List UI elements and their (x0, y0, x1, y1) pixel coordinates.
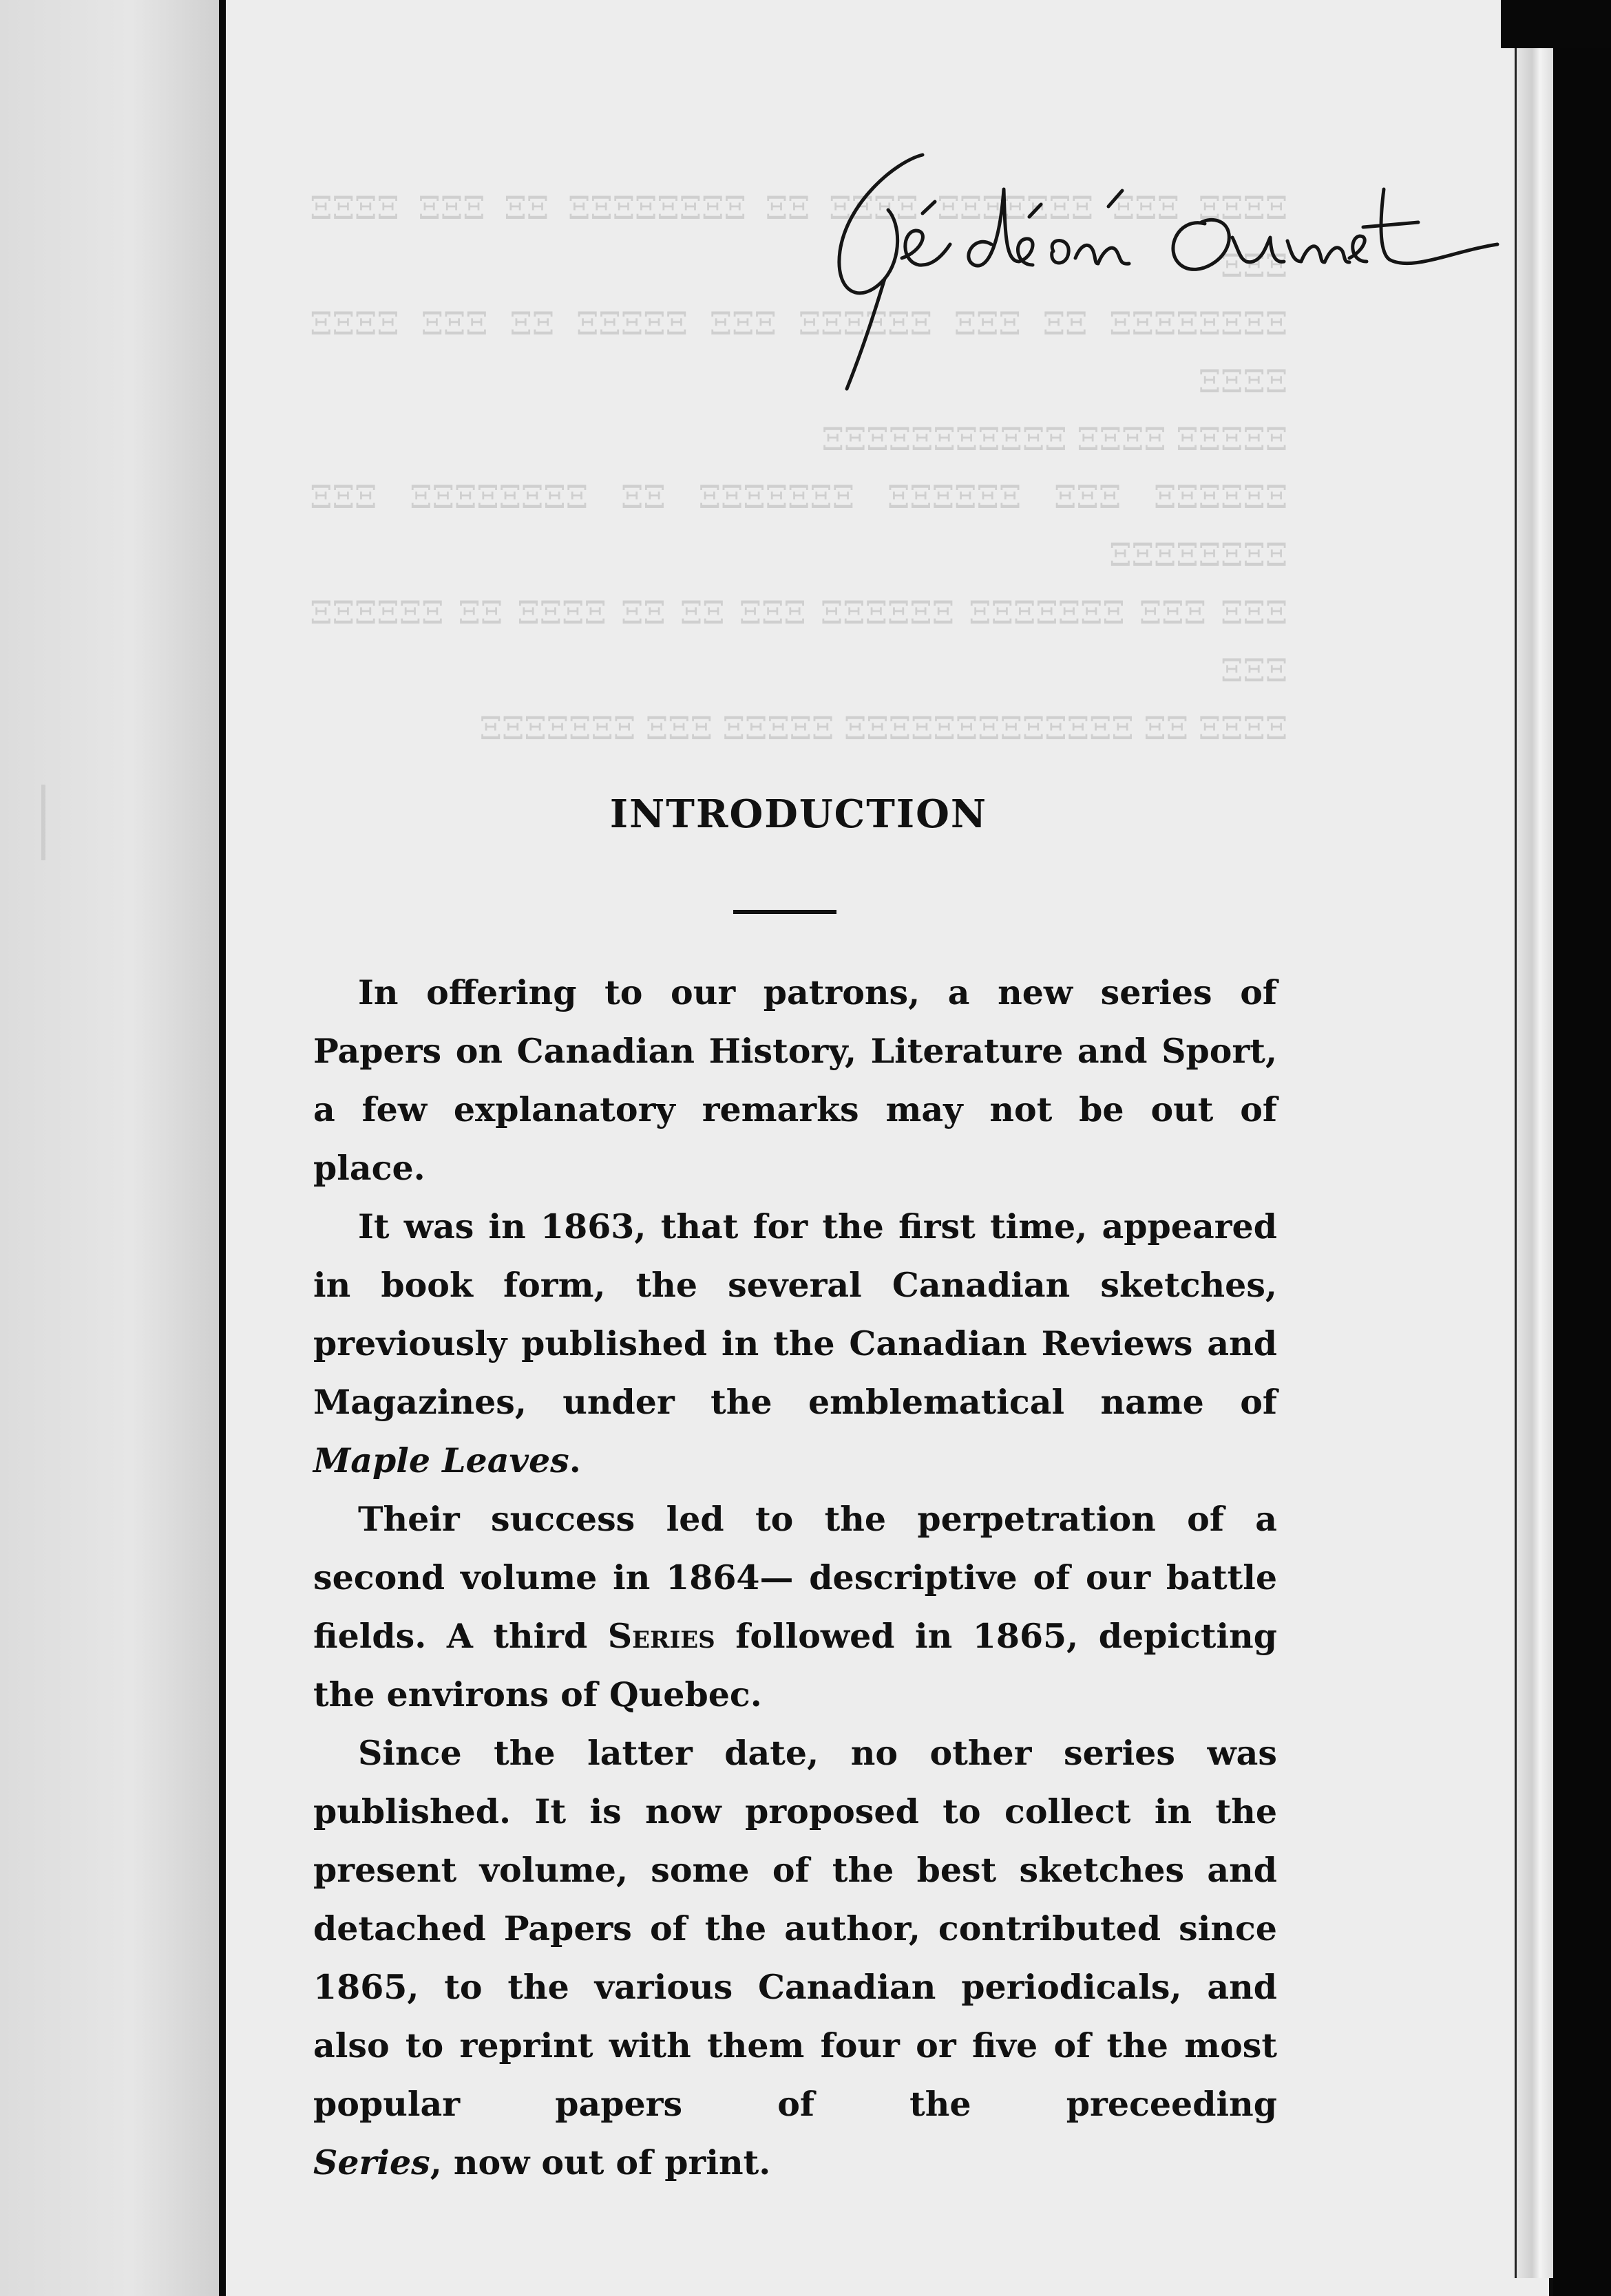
left-page-edge (0, 0, 219, 2296)
handwritten-signature (819, 148, 1501, 396)
paragraph-4-end: Series, now out of print. (313, 2143, 771, 2182)
title-rule (733, 910, 836, 914)
right-border (1553, 0, 1611, 2296)
paragraph-3: Their success led to the perpetration of a second volume in 1864— descriptive of our battle fields. A third Series followed in 1865, depicting the environs of Quebec. (313, 1499, 1277, 1714)
paragraph-4: Since the latter date, no other series was published. It is now proposed to collect in the present volume, some of the best sketches and detached Papers of the author, contributed since 1865, to the various Canadian periodicals, and also to reprint with them four or five of the most popular papers of the preceeding (313, 1733, 1277, 2124)
gutter-line (219, 0, 226, 2296)
left-page-mark (41, 785, 59, 860)
body-text (313, 964, 1277, 2192)
paragraph-2: It was in 1863, that for the first time, appeared in book form, the several Canadian sketches, previously published in the Canadian Reviews and Magazines, under the emblematical name of Maple Leaves. (313, 1207, 1277, 1480)
top-right-corner (1501, 0, 1611, 48)
page-stack-edge (1515, 41, 1555, 2278)
paragraph-1: In offering to our patrons, a new series of Papers on Canadian History, Literature and Sport, a few explanatory remarks may not be out of place. (313, 972, 1277, 1188)
bleed-through-text: ΞΞΞΞ ΞΞΞ ΞΞΞΞΞΞΞ ΞΞΞΞ ΞΞ ΞΞΞΞΞΞΞΞ ΞΞ ΞΞΞ ΞΞΞΞ ΞΞΞ ΞΞΞΞΞΞΞΞ ΞΞ ΞΞΞ ΞΞΞΞΞΞ ΞΞΞ ΞΞΞΞΞ ΞΞ ΞΞΞ ΞΞΞΞ ΞΞΞΞ ΞΞΞΞΞ ΞΞΞΞ ΞΞΞΞΞΞΞΞΞΞΞ ΞΞΞΞΞΞ ΞΞΞ ΞΞΞΞΞΞ ΞΞΞΞΞΞΞ ΞΞ ΞΞΞΞΞΞΞΞ ΞΞΞ ΞΞΞΞΞΞΞΞ ΞΞΞ ΞΞΞ ΞΞΞΞΞΞΞ ΞΞΞΞΞΞ ΞΞΞ ΞΞ ΞΞ ΞΞΞΞ ΞΞ ΞΞΞΞΞΞ ΞΞΞ ΞΞΞΞ ΞΞ ΞΞΞΞΞΞΞΞΞΞΞΞΞ ΞΞΞΞΞ ΞΞΞ ΞΞΞΞΞΞΞ (310, 189, 1287, 747)
page-title: INTRODUCTION (609, 791, 988, 837)
